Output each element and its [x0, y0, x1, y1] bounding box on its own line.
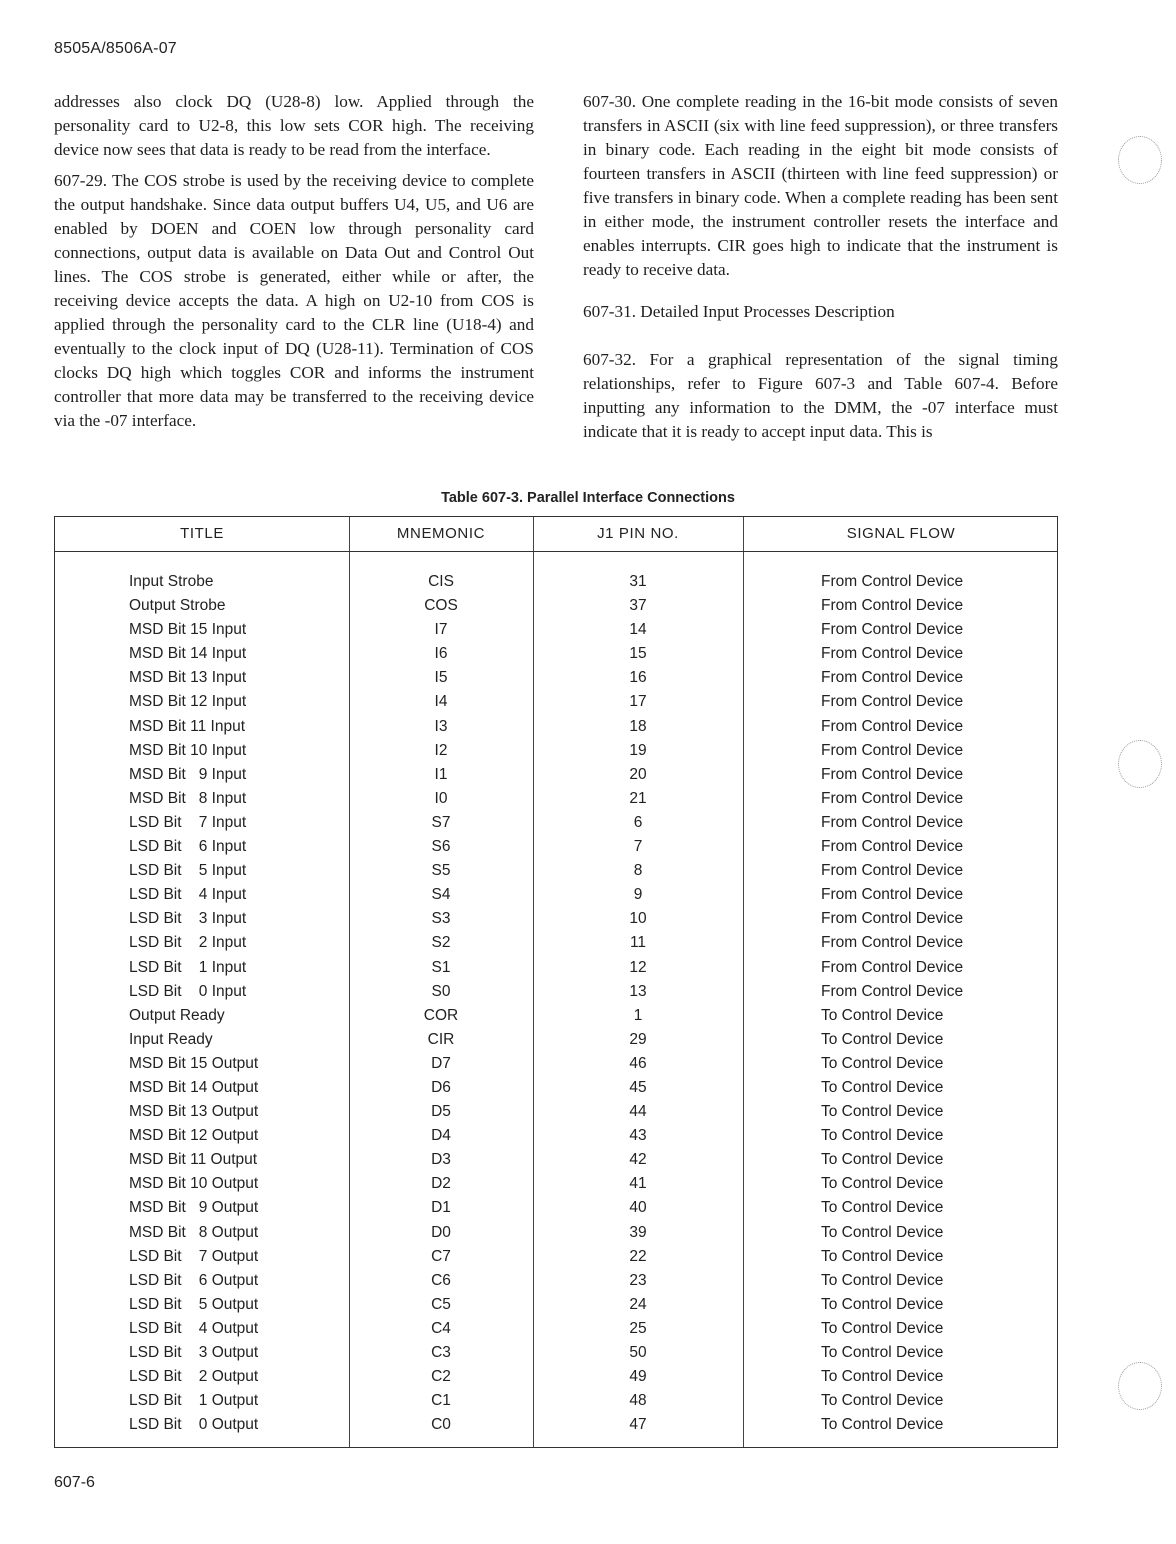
row-mnemonic: D0 [431, 1223, 451, 1241]
row-pin-number: 41 [629, 1175, 647, 1193]
row-mnemonic: C3 [431, 1344, 451, 1361]
table-row [55, 812, 1057, 836]
row-signal-flow: From Control Device [821, 934, 964, 952]
table-row [55, 908, 1057, 932]
header-pin-no: J1 PIN NO. [597, 525, 679, 542]
row-pin-number: 1 [633, 1006, 643, 1024]
paragraph-607-32: 607-32. For a graphical representation of the signal timing relationships, refer to Figure 607-3 and Table 607-4. Before inputting any information to the DMM, the -07 interface must indicate that it is ready to accept input data. This is [583, 350, 1058, 441]
row-mnemonic: S7 [431, 813, 451, 831]
row-signal-flow: To Control Device [821, 1295, 944, 1313]
table-row [55, 957, 1057, 981]
row-title: LSD Bit 3 Input [129, 910, 247, 928]
row-mnemonic: I0 [434, 789, 448, 807]
row-pin-number: 43 [629, 1127, 647, 1145]
row-signal-flow: To Control Device [821, 1223, 944, 1241]
table-row [55, 788, 1057, 812]
row-title: MSD Bit 12 Output [129, 1127, 259, 1145]
row-signal-flow: From Control Device [821, 573, 964, 590]
paragraph-607-30: 607-30. One complete reading in the 16-bit mode consists of seven transfers in ASCII (six with line feed suppression), or three transfers in binary code. Each reading in the eight bit mode consists of fourteen transfers in ASCII (thirteen with line feed suppression) or five transfers in binary code. When a complete reading has been sent in either mode, the instrument controller resets the interface and enables interrupts. CIR goes high to indicate that the instrument is ready to receive data. [583, 92, 1058, 279]
row-title: MSD Bit 10 Output [129, 1175, 259, 1193]
row-signal-flow: From Control Device [821, 669, 964, 687]
row-pin-number: 7 [633, 838, 643, 856]
table-body [55, 571, 1057, 1438]
row-title: MSD Bit 13 Output [129, 1103, 259, 1121]
row-title: LSD Bit 2 Input [129, 934, 247, 952]
row-signal-flow: From Control Device [821, 597, 964, 615]
row-title: Input Strobe [129, 573, 214, 590]
row-title: MSD Bit 8 Output [129, 1223, 259, 1241]
table-row [55, 1390, 1057, 1414]
row-mnemonic: C2 [431, 1368, 451, 1386]
table-caption: Table 607-3. Parallel Interface Connections [441, 490, 735, 506]
row-pin-number: 11 [629, 934, 647, 952]
row-title: LSD Bit 6 Output [129, 1271, 259, 1289]
row-mnemonic: C5 [431, 1295, 451, 1313]
row-signal-flow: To Control Device [821, 1247, 944, 1265]
row-title: LSD Bit 2 Output [129, 1368, 259, 1386]
table-row [55, 716, 1057, 740]
row-title: Output Strobe [129, 597, 226, 615]
row-signal-flow: To Control Device [821, 1175, 944, 1193]
row-mnemonic: I6 [434, 645, 448, 663]
row-title: LSD Bit 7 Input [129, 813, 247, 831]
page-number: 607-6 [54, 1474, 95, 1491]
row-title: MSD Bit 15 Output [129, 1054, 259, 1072]
row-mnemonic: D6 [431, 1078, 451, 1096]
row-pin-number: 39 [629, 1223, 647, 1241]
table-row [55, 740, 1057, 764]
table-row [55, 1414, 1057, 1438]
row-pin-number: 46 [629, 1054, 647, 1072]
row-signal-flow: From Control Device [821, 621, 964, 639]
row-title: LSD Bit 5 Input [129, 862, 247, 880]
row-signal-flow: To Control Device [821, 1344, 944, 1361]
row-pin-number: 40 [629, 1199, 647, 1217]
row-mnemonic: I1 [434, 765, 448, 783]
row-pin-number: 20 [629, 765, 647, 783]
row-signal-flow: From Control Device [821, 645, 964, 663]
table-row [55, 764, 1057, 788]
row-title: MSD Bit 14 Input [129, 645, 247, 663]
table-row [55, 884, 1057, 908]
row-signal-flow: To Control Device [821, 1199, 944, 1217]
row-signal-flow: From Control Device [821, 693, 964, 711]
paragraph-continued: addresses also clock DQ (U28-8) low. Applied through the personality card to U2-8, this low sets COR high. The receiving device now sees that data is ready to be read from the interface. [54, 92, 534, 159]
row-signal-flow: From Control Device [821, 982, 964, 1000]
row-title: LSD Bit 0 Input [129, 982, 247, 1000]
row-mnemonic: D1 [431, 1199, 451, 1217]
row-mnemonic: COS [424, 597, 458, 615]
row-mnemonic: D4 [431, 1127, 451, 1145]
row-pin-number: 9 [633, 886, 643, 904]
table-row [55, 1366, 1057, 1390]
row-pin-number: 22 [629, 1247, 647, 1265]
row-title: MSD Bit 12 Input [129, 693, 247, 711]
table-row [55, 1222, 1057, 1246]
row-mnemonic: I5 [434, 669, 448, 687]
table-row [55, 1125, 1057, 1149]
row-signal-flow: To Control Device [821, 1151, 944, 1169]
parallel-interface-table [54, 516, 1058, 1448]
row-pin-number: 23 [629, 1271, 647, 1289]
row-signal-flow: From Control Device [821, 838, 964, 856]
row-pin-number: 49 [629, 1368, 647, 1386]
row-signal-flow: To Control Device [821, 1006, 944, 1024]
row-signal-flow: From Control Device [821, 862, 964, 880]
row-title: MSD Bit 8 Input [129, 789, 247, 807]
row-mnemonic: C6 [431, 1271, 451, 1289]
row-signal-flow: From Control Device [821, 717, 964, 735]
table-row [55, 1101, 1057, 1125]
row-title: LSD Bit 1 Input [129, 958, 247, 976]
row-mnemonic: D7 [431, 1054, 451, 1072]
row-signal-flow: To Control Device [821, 1319, 944, 1337]
row-title: MSD Bit 11 Input [129, 717, 246, 735]
row-title: LSD Bit 5 Output [129, 1295, 259, 1313]
row-mnemonic: S6 [431, 838, 451, 856]
table-row [55, 691, 1057, 715]
row-mnemonic: C0 [431, 1416, 451, 1434]
right-text-column [583, 90, 1058, 451]
row-signal-flow: From Control Device [821, 813, 964, 831]
row-signal-flow: To Control Device [821, 1127, 944, 1145]
row-pin-number: 8 [633, 862, 643, 880]
row-pin-number: 13 [629, 982, 647, 1000]
table-row [55, 619, 1057, 643]
binder-hole-icon [1118, 136, 1162, 184]
row-mnemonic: CIS [428, 573, 454, 590]
row-pin-number: 15 [629, 645, 647, 663]
row-mnemonic: D3 [431, 1151, 451, 1169]
row-title: MSD Bit 15 Input [129, 621, 247, 639]
row-mnemonic: S2 [431, 934, 451, 952]
row-signal-flow: From Control Device [821, 765, 964, 783]
row-title: MSD Bit 13 Input [129, 669, 247, 687]
row-pin-number: 18 [629, 717, 647, 735]
row-pin-number: 25 [629, 1319, 647, 1337]
row-mnemonic: C1 [431, 1392, 451, 1410]
row-mnemonic: I2 [434, 741, 448, 759]
row-title: MSD Bit 9 Output [129, 1199, 259, 1217]
row-pin-number: 47 [629, 1416, 647, 1434]
header-mnemonic: MNEMONIC [396, 525, 486, 542]
row-mnemonic: S1 [431, 958, 451, 976]
row-mnemonic: D2 [431, 1175, 451, 1193]
row-signal-flow: From Control Device [821, 886, 964, 904]
row-mnemonic: S3 [431, 910, 451, 928]
row-pin-number: 37 [629, 597, 647, 615]
row-title: MSD Bit 9 Input [129, 765, 247, 783]
header-title: TITLE [180, 525, 224, 542]
left-text-column [54, 90, 534, 440]
row-pin-number: 24 [629, 1295, 647, 1313]
row-mnemonic: S5 [431, 862, 451, 880]
row-signal-flow: To Control Device [821, 1030, 944, 1048]
row-title: LSD Bit 0 Output [129, 1416, 259, 1434]
row-pin-number: 21 [629, 789, 647, 807]
row-pin-number: 10 [629, 910, 647, 928]
row-title: MSD Bit 10 Input [129, 741, 247, 759]
header-signal-flow: SIGNAL FLOW [846, 525, 956, 542]
row-title: MSD Bit 14 Output [129, 1078, 259, 1096]
row-signal-flow: To Control Device [821, 1103, 944, 1121]
table-row [55, 1294, 1057, 1318]
row-mnemonic: I7 [434, 621, 448, 639]
row-pin-number: 14 [629, 621, 647, 639]
table-row [55, 1318, 1057, 1342]
row-signal-flow: To Control Device [821, 1054, 944, 1072]
header-divider [55, 551, 1057, 552]
row-mnemonic: CIR [427, 1030, 455, 1048]
table-row [55, 595, 1057, 619]
table-row [55, 981, 1057, 1005]
document-id-header: 8505A/8506A-07 [54, 40, 177, 57]
table-row [55, 1077, 1057, 1101]
row-pin-number: 44 [629, 1103, 647, 1121]
row-title: Input Ready [129, 1030, 213, 1048]
row-signal-flow: From Control Device [821, 789, 964, 807]
row-title: LSD Bit 4 Output [129, 1319, 259, 1337]
binder-hole-icon [1118, 1362, 1162, 1410]
row-pin-number: 42 [629, 1151, 647, 1169]
row-title: LSD Bit 7 Output [129, 1247, 259, 1265]
row-mnemonic: S0 [431, 982, 451, 1000]
table-row [55, 932, 1057, 956]
table-row [55, 1005, 1057, 1029]
row-mnemonic: S4 [431, 886, 451, 904]
row-pin-number: 12 [629, 958, 647, 976]
row-signal-flow: From Control Device [821, 910, 964, 928]
row-mnemonic: I4 [434, 693, 448, 711]
table-row [55, 1246, 1057, 1270]
table-row [55, 643, 1057, 667]
table-row [55, 1149, 1057, 1173]
row-pin-number: 19 [629, 741, 647, 759]
row-pin-number: 17 [629, 693, 647, 711]
table-row [55, 860, 1057, 884]
table-row [55, 1270, 1057, 1294]
row-pin-number: 48 [629, 1392, 647, 1410]
binder-hole-icon [1118, 740, 1162, 788]
row-title: Output Ready [129, 1006, 225, 1024]
row-pin-number: 6 [633, 813, 643, 831]
table-row [55, 1342, 1057, 1366]
table-row [55, 1029, 1057, 1053]
row-title: LSD Bit 6 Input [129, 838, 247, 856]
row-mnemonic: C4 [431, 1319, 451, 1337]
row-pin-number: 45 [629, 1078, 647, 1096]
row-title: LSD Bit 4 Input [129, 886, 247, 904]
row-signal-flow: To Control Device [821, 1416, 944, 1434]
row-title: LSD Bit 3 Output [129, 1344, 259, 1361]
table-row [55, 571, 1057, 595]
table-row [55, 667, 1057, 691]
row-title: MSD Bit 11 Output [129, 1151, 258, 1169]
row-signal-flow: To Control Device [821, 1271, 944, 1289]
section-heading-607-31: 607-31. Detailed Input Processes Description [583, 302, 895, 321]
paragraph-607-29: 607-29. The COS strobe is used by the receiving device to complete the output handshake. Since data output buffers U4, U5, and U6 are enabled by DOEN and COEN low through personality card connections, output data is available on Data Out and Control Out lines. The COS strobe is generated, either while or after, the receiving device accepts the data. A high on U2-10 from COS is applied through the personality card to the CLR line (U18-4) and eventually to the clock input of DQ (U28-11). Termination of COS clocks DQ high which toggles COR and informs the instrument controller that more data may be transferred to the receiving device via the -07 interface. [54, 171, 534, 430]
row-signal-flow: From Control Device [821, 958, 964, 976]
row-mnemonic: COR [423, 1006, 459, 1024]
row-pin-number: 31 [629, 573, 647, 590]
table-row [55, 1197, 1057, 1221]
row-pin-number: 16 [629, 669, 647, 687]
row-signal-flow: To Control Device [821, 1392, 944, 1410]
row-mnemonic: D5 [431, 1103, 451, 1121]
row-signal-flow: To Control Device [821, 1078, 944, 1096]
row-title: LSD Bit 1 Output [129, 1392, 259, 1410]
row-mnemonic: C7 [431, 1247, 451, 1265]
table-row [55, 1053, 1057, 1077]
row-pin-number: 50 [629, 1344, 647, 1361]
table-row [55, 836, 1057, 860]
row-signal-flow: From Control Device [821, 741, 964, 759]
table-row [55, 1173, 1057, 1197]
row-pin-number: 29 [629, 1030, 647, 1048]
row-signal-flow: To Control Device [821, 1368, 944, 1386]
row-mnemonic: I3 [434, 717, 448, 735]
